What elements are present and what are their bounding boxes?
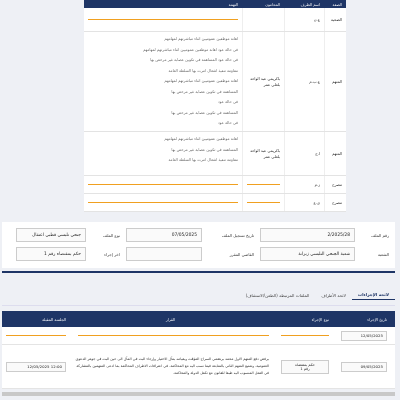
header-decision: القرار	[165, 316, 176, 322]
judge-value	[126, 247, 202, 261]
divider	[88, 19, 238, 20]
table-row	[84, 8, 346, 32]
party-charge	[84, 32, 242, 131]
header-lawyers: المحامون	[265, 1, 280, 7]
parties-table	[84, 0, 346, 212]
file-number-label: رقم الملف	[371, 232, 389, 238]
info-row	[2, 227, 395, 243]
charge-item: في حالة عود	[217, 120, 238, 125]
party-lawyers	[242, 8, 284, 31]
charge-item: في حالة عود اهانة موظفين عموميين اثناء مباشرتهم لمهامهم	[143, 46, 238, 52]
charge-item: مقاومة تنفيذ اشغال امرت بها السلطة العامة	[168, 67, 238, 73]
table-row	[84, 132, 346, 176]
table-row	[84, 176, 346, 194]
charge-item: اهانة موظفين عموميين اثناء مباشرتهم لمهامهم	[164, 136, 238, 141]
case-info-card	[2, 222, 395, 268]
decision-text: برفض دفع المتهم الاول محمد برهقمي السراح المؤقت وبقيامه بمآل الاختيار وإرجاء البت في المآل الى حين البت في جوهر الدعوى العمومية. وتمتيع المتهم الثاني بالمتابعة فيما نسب اليه مع المحاكمة. في اعترافات الاطراف المحاكمة بما ادعى المتهمين بالمشاركة في الفعل المنسوب اليه طبقا للقانون مع تكفل الدولة والمحاكمة.	[75, 357, 269, 375]
file-type-value: جنحي تلبسي قطبي اعتقال	[16, 228, 86, 242]
party-name: ا.ج	[284, 132, 324, 175]
registration-date-value: 07/05/2025	[126, 228, 202, 242]
divider	[6, 335, 66, 336]
procedure-value: حكم بمقتضاه رقم 1	[16, 247, 86, 261]
header-procedure-date: تاريخ الإجراء	[367, 316, 387, 322]
procedure-date-value: 09/05/2025	[341, 362, 387, 372]
file-type-label: نوع الملف	[103, 232, 120, 238]
divider	[88, 184, 238, 185]
header-party-name: اسم الطرف	[300, 1, 320, 7]
charge-item: في حالة عود المساهمة في تكوين عصابة غير مرخص بها	[150, 57, 238, 62]
party-role: مصرح	[324, 194, 346, 211]
procedure-type	[277, 335, 337, 336]
tabs-bar	[2, 286, 395, 306]
horizontal-scrollbar[interactable]	[2, 392, 395, 396]
divider	[281, 335, 329, 336]
file-number-value: 2/2025/28	[260, 228, 355, 242]
party-lawyers	[242, 194, 284, 211]
party-charge	[84, 8, 242, 31]
procedure-type-value	[281, 360, 329, 374]
party-name: ع.ن	[284, 8, 324, 31]
header-role: الصفة	[332, 1, 342, 7]
procedures-table-header	[2, 311, 395, 327]
divider	[78, 335, 269, 336]
section-value: شعبة الجنحي التلبسي زنزانة	[260, 247, 355, 261]
divider	[88, 202, 238, 203]
party-name: ع.ب.م	[284, 32, 324, 131]
section-label: الشعبة	[377, 251, 389, 257]
procedures-table	[2, 311, 395, 389]
charge-item: المساهمة في تكوين عصابة غير مرخص بها	[171, 88, 238, 94]
procedure-type	[277, 360, 337, 374]
header-next-session: الجلسة المقبلة	[42, 316, 66, 322]
info-row	[2, 246, 395, 262]
party-charge	[84, 176, 242, 193]
judge-label: القاضي المقرر	[229, 251, 254, 257]
party-charge	[84, 132, 242, 175]
section-divider	[2, 271, 395, 273]
table-row	[84, 194, 346, 212]
procedure-date	[337, 331, 395, 341]
header-procedure-type: نوع الإجراء	[311, 316, 329, 322]
charge-item: اهانة موظفين عموميين اثناء مباشرتهم لمهامهم	[164, 78, 238, 83]
procedure-label: اخر إجراء	[104, 251, 120, 257]
procedure-date	[337, 362, 395, 372]
procedure-type-line: رقم 1	[300, 366, 310, 371]
party-charge	[84, 194, 242, 211]
next-session	[2, 362, 72, 372]
procedure-decision	[72, 356, 277, 377]
party-lawyers: باكريمي عبد الواحد بلعلي عمر	[242, 32, 284, 131]
tab-linked-files[interactable]: الملفات المرتبطة (الطعن/الاستئناف)	[245, 293, 310, 298]
charge-item: المساهمة في تكوين عصابة غير مرخص بها	[171, 109, 238, 115]
party-name: ي.ع	[284, 194, 324, 211]
procedure-type-line: حكم بمقتضاه	[295, 362, 315, 367]
party-role: مصرح	[324, 176, 346, 193]
table-row	[2, 345, 395, 389]
procedure-decision	[72, 335, 277, 336]
next-session	[2, 335, 72, 336]
party-lawyers	[242, 176, 284, 193]
procedure-date-value: 12/05/2025	[341, 331, 387, 341]
parties-table-header	[84, 0, 346, 8]
charge-item: في حالة عود	[217, 99, 238, 104]
party-name: ز.م	[284, 176, 324, 193]
charge-item: المساهمة في تكوين عصابة غير مرخص بها	[171, 146, 238, 152]
party-role: المتهم	[324, 132, 346, 175]
party-role: الضحية	[324, 8, 346, 31]
tab-procedures[interactable]: لائحة الإجراءات	[352, 292, 395, 300]
header-charge: التهمة	[228, 1, 238, 7]
charge-item: مقاومة تنفيذ اشغال امرت بها السلطة العامة	[168, 157, 238, 162]
party-lawyers: باكريمي عبد الواحد بلعلي عمر	[242, 132, 284, 175]
next-session-value: 12:00 12/05/2025	[6, 362, 66, 372]
table-row	[84, 32, 346, 132]
divider	[247, 184, 280, 185]
party-role: المتهم	[324, 32, 346, 131]
tab-parties[interactable]: لائحة الأطراف	[321, 293, 346, 298]
registration-date-label: تاريخ تسجيل الملف	[221, 232, 254, 238]
divider	[247, 202, 280, 203]
charge-item: اهانة موظفين عموميين اثناء مباشرتهم لمهامهم	[164, 36, 238, 41]
table-row	[2, 327, 395, 345]
